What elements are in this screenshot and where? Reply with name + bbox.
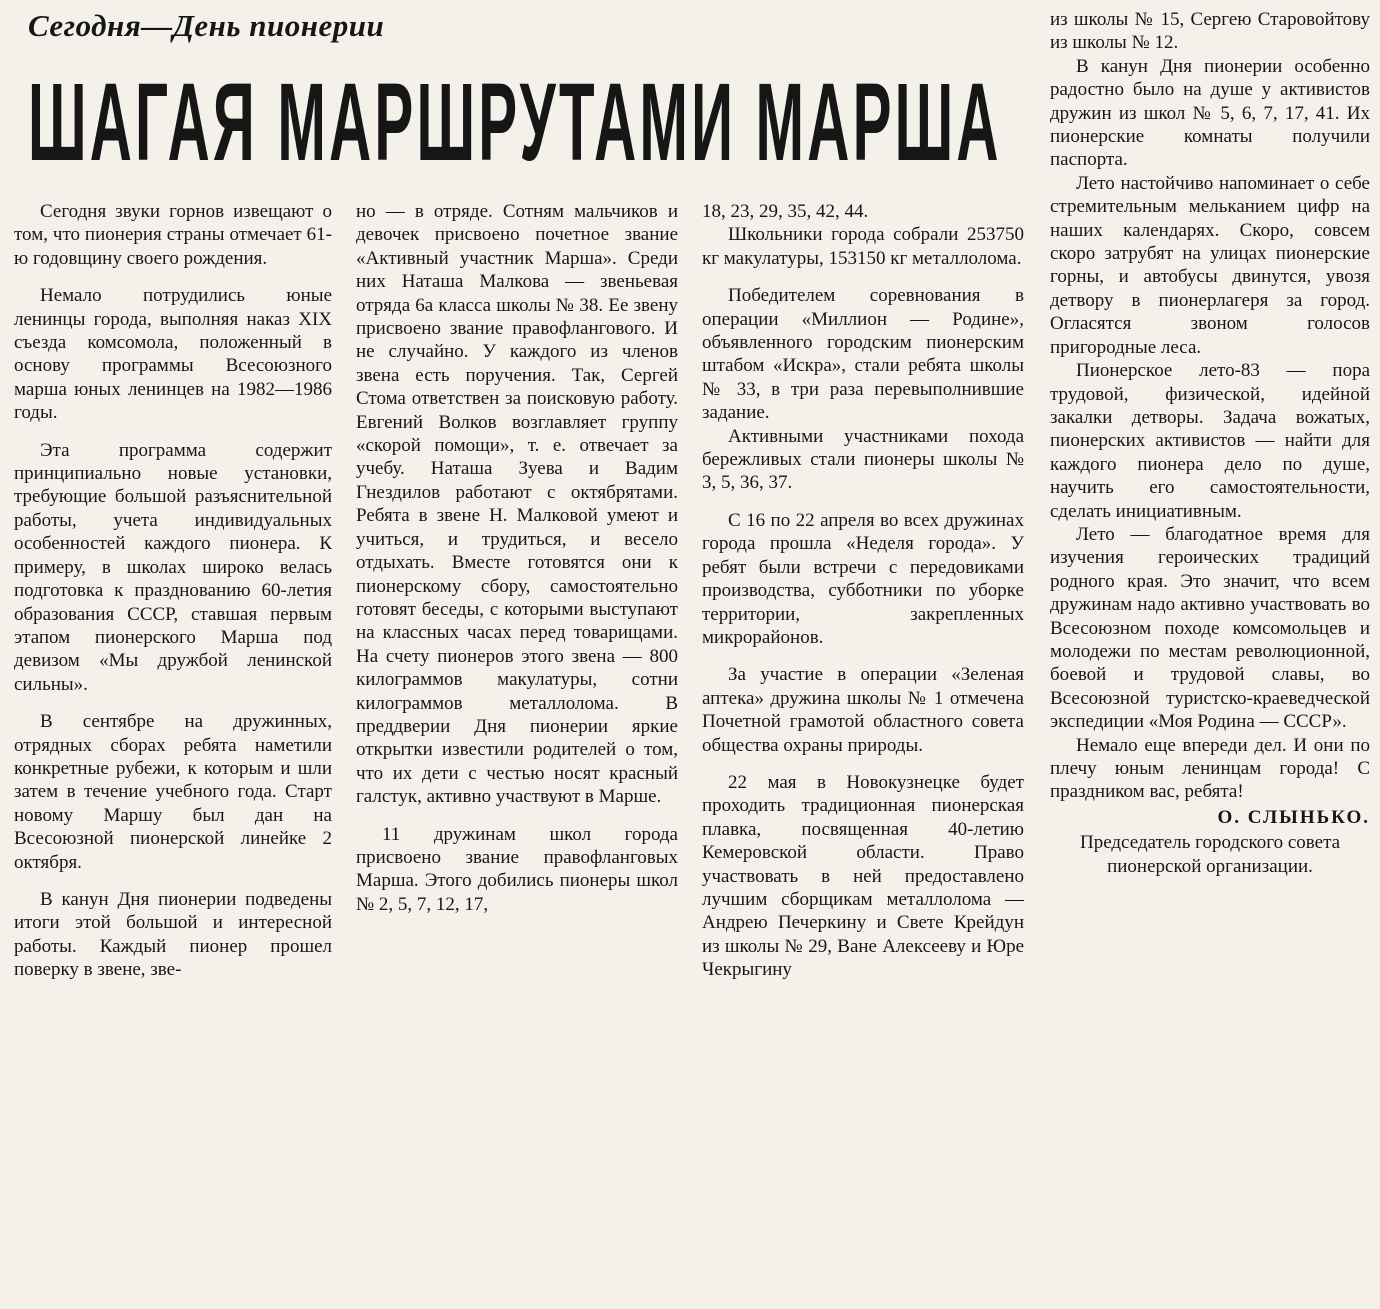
paragraph: Немало еще впереди дел. И они по плечу юным ленинцам города! С праздником вас, ребята! [1050, 734, 1370, 803]
paragraph: Победителем соревнования в операции «Миллион — Родине», объявленного городским пионерским штабом «Искра», стали ребята школы № 33, в три раза перевыполнившие задание. [702, 285, 1024, 424]
paragraph: из школы № 15, Сергею Старовойтову из школы № 12. [1050, 9, 1370, 54]
paragraph: Школьники города собрали 253750 кг макулатуры, 153150 кг металлолома. [702, 224, 1024, 269]
paragraph: Активными участниками похода бережливых стали пионеры школы № 3, 5, 36, 37. [702, 425, 1024, 494]
paragraph: За участие в операции «Зеленая аптека» дружина школы № 1 отмечена Почетной грамотой областного совета общества охраны природы. [702, 664, 1024, 756]
headline-text: ШАГАЯ МАРШРУТАМИ МАРША [28, 64, 1002, 182]
paragraph: В канун Дня пионерии особенно радостно было на душе у активистов дружин из школ № 5, 6, 7, 17, 41. Их пионерские комнаты получили паспорта. [1050, 55, 1370, 171]
paragraph: 18, 23, 29, 35, 42, 44. [702, 201, 869, 222]
paragraph: Немало потрудились юные ленинцы города, выполняя наказ XIX съезда комсомола, положенный в основу программы Всесоюзного марша юных ленинцев на 1982—1986 годы. [14, 285, 332, 424]
paragraph: В канун Дня пионерии подведены итоги этой большой и интересной работы. Каждый пионер прошел поверку в звене, зве- [14, 888, 332, 981]
paragraph: В сентябре на дружинных, отрядных сборах ребята наметили конкретные рубежи, к которым и шли затем в течение учебного года. Старт новому Маршу был дан на Всесоюзной пионерской линейке 2 октября. [14, 711, 332, 873]
article-column-3 [702, 200, 1024, 1309]
author-position: Председатель городского совета пионерской организации. [1079, 832, 1341, 877]
article-column-4 [1050, 8, 1370, 1308]
paragraph: Лето настойчиво напоминает о себе стремительным мельканием цифр на наших календарях. Скоро, совсем скоро затрубят на улицах пионерские горны, и автобусы двинутся, увозя детвору в пионерлагеря за город. Огласятся звоном голосов пригородные леса. [1050, 172, 1370, 358]
paragraph: Эта программа содержит принципиально новые установки, требующие большой разъяснительной работы, учета индивидуальных особенностей каждого пионера. К примеру, в школах широко велась подготовка к празднованию 60-летия образования СССР, ставшая первым этапом пионерского Марша под девизом «Мы дружбой ленинской сильны». [14, 439, 332, 695]
paragraph: С 16 по 22 апреля во всех дружинах города прошла «Неделя города». У ребят были встречи с передовиками производства, субботники по уборке территории, закрепленных микрорайонов. [702, 509, 1024, 648]
section-kicker: Сегодня—День пионерии [28, 8, 385, 43]
article-column-2 [356, 200, 678, 1309]
article-column-1 [14, 200, 332, 1309]
headline [28, 64, 1022, 182]
paragraph: но — в отряде. Сотням мальчиков и девочек присвоено почетное звание «Активный участник Марша». Среди них Наташа Малкова — звеньевая отряда 6а класса школы № 38. Ее звену присвоено звание правофлангового. И не случайно. У каждого из членов звена есть поручения. Так, Сергей Стома ответствен за поисковую работу. Евгений Волков возглавляет группу «скорой помощи», т. е. отвечает за учебу. Наташа Зуева и Вадим Гнездилов работают с октябрятами. Ребята в звене Н. Малковой умеют и учиться, и трудиться, и весело отдыхать. Вместе готовятся они к пионерскому сбору, самостоятельно готовят беседы, с которыми выступают на классных часах перед товарищами. На счету пионеров этого звена — 800 килограммов макулатуры, сотни килограммов металлолома. В преддверии Дня пионерии яркие открытки известили родителей о том, что их дети с честью носят красный галстук, активно участвуют в Марше. [356, 201, 678, 808]
paragraph: Лето — благодатное время для изучения героических традиций родного края. Это значит, что всем дружинам надо активно участвовать во Всесоюзном походе комсомольцев и молодежи по местам революционной, боевой и трудовой славы, во Всесоюзной туристско-краеведческой экспедиции «Моя Родина — СССР». [1050, 523, 1370, 733]
paragraph: Сегодня звуки горнов извещают о том, что пионерия страны отмечает 61-ю годовщину своего рождения. [14, 201, 332, 269]
author-signature: О. СЛЫНЬКО. [1217, 806, 1370, 828]
paragraph: 11 дружинам школ города присвоено звание правофланговых Марша. Этого добились пионеры школ № 2, 5, 7, 12, 17, [356, 823, 678, 915]
paragraph: Пионерское лето-83 — пора трудовой, физической, идейной закалки детворы. Задача вожатых, пионерских активистов — найти для каждого пионера дело по душе, научить его самостоятельности, сделать инициативным. [1050, 360, 1370, 522]
paragraph: 22 мая в Новокузнецке будет проходить традиционная пионерская плавка, посвященная 40-летию Кемеровской области. Право участвовать в ней предоставлено лучшим сборщикам металлолома — Андрею Печеркину и Свете Крейдун из школы № 29, Ване Алексееву и Юре Чекрыгину [702, 771, 1024, 981]
